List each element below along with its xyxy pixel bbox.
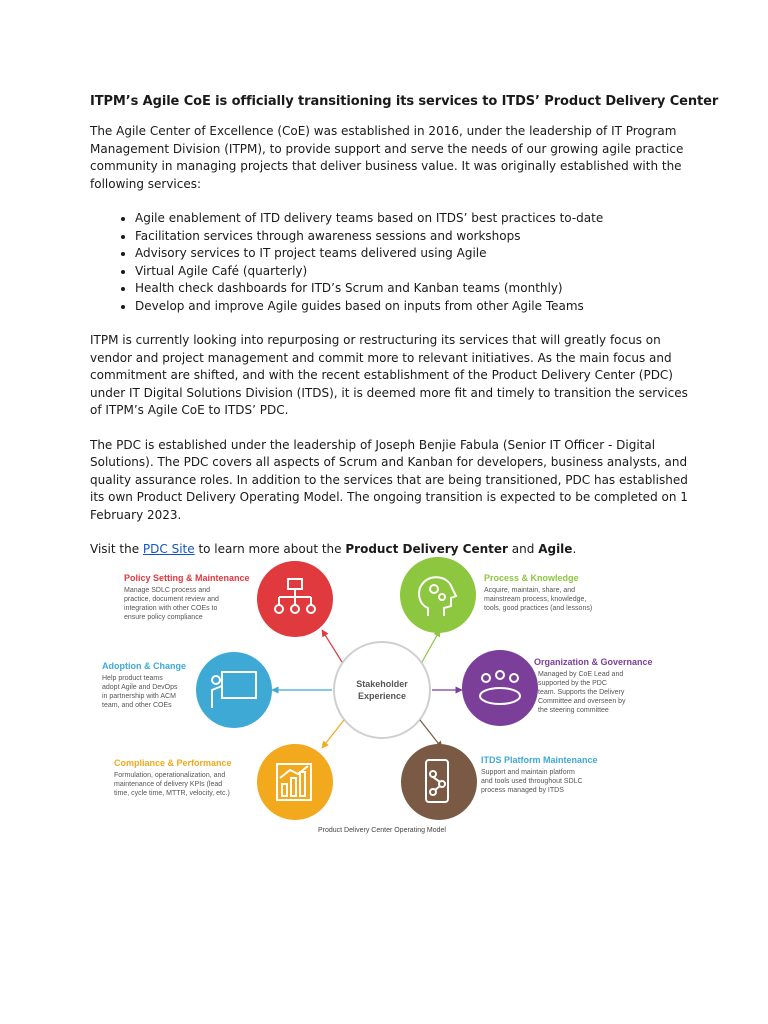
process-title: Process & Knowledge (484, 573, 579, 583)
arrow-process (422, 630, 440, 662)
intro-paragraph: The Agile Center of Excellence (CoE) was established in 2016, under the leadership of IT Program Management Division (ITPM), to provide support and serve the needs of our growing agile practice community in managing projects that deliver business value. It was originally established with the following services: (90, 124, 684, 191)
adoption-title: Adoption & Change (102, 661, 186, 671)
organization-desc-4: Committee and overseen by (538, 698, 626, 705)
transition-paragraph: ITPM is currently looking into repurposing or restructuring its services that will greatly focus on vendor and project management and commit more to relevant initiatives. As the main focus and commitment are shifted, and with the recent establishment of the Product Delivery Center (PDC) under IT Digital Solutions Division (ITDS), it is deemed more fit and timely to transition the services of ITPM’s Agile CoE to ITDS’ PDC. (90, 333, 688, 417)
services-list (90, 210, 690, 315)
process-desc-3: tools, good practices (and lessons) (484, 605, 593, 612)
visit-bold-agile: Agile (538, 542, 573, 556)
policy-desc-1: Manage SDLC process and (124, 587, 210, 594)
adoption-node-circle (196, 652, 272, 728)
center-label-line2: Experience (357, 691, 407, 701)
organization-desc-5: the steering committee (538, 707, 609, 714)
visit-suffix: . (572, 542, 577, 556)
compliance-desc-1: Formulation, operationalization, and (114, 772, 226, 779)
policy-desc-3: integration with other COEs to (124, 605, 218, 612)
arrow-compliance (322, 720, 344, 748)
arrow-platform (420, 720, 442, 748)
process-desc-1: Acquire, maintain, share, and (484, 587, 576, 594)
article-title: ITPM’s Agile CoE is officially transitioning its services to ITDS’ Product Delivery Center (90, 94, 719, 109)
process-desc-2: mainstream process, knowledge, (484, 596, 587, 603)
compliance-title: Compliance & Performance (114, 758, 232, 768)
organization-title: Organization & Governance (534, 657, 653, 667)
visit-bold-pdc: Product Delivery Center (345, 542, 508, 556)
organization-desc-3: team. Supports the Delivery (538, 689, 625, 696)
visit-prefix: Visit the (90, 542, 143, 556)
organization-desc-2: supported by the PDC (538, 680, 607, 687)
adoption-desc-3: in partnership with ACM (102, 693, 176, 700)
compliance-desc-2: maintenance of delivery KPIs (lead (114, 781, 223, 788)
arrow-policy (322, 630, 342, 662)
adoption-desc-4: team, and other COEs (102, 702, 172, 709)
operating-model-diagram (92, 552, 672, 842)
center-circle (334, 642, 430, 738)
organization-desc-1: Managed by CoE Lead and (538, 671, 624, 678)
pdc-site-link[interactable]: PDC Site (142, 542, 195, 556)
compliance-desc-3: time, cycle time, MTTR, velocity, etc.) (114, 790, 230, 797)
adoption-desc-1: Help product teams (102, 675, 163, 682)
list-item: • Health check dashboards for ITD’s Scrum and Kanban teams (monthly) (135, 280, 690, 298)
list-item: • Virtual Agile Café (quarterly) (135, 263, 690, 281)
list-item: • Agile enablement of ITD delivery teams based on ITDS’ best practices to-date (135, 210, 690, 228)
policy-desc-2: practice, document review and (124, 596, 219, 603)
center-label-line1: Stakeholder (356, 679, 408, 689)
list-item: • Facilitation services through awareness sessions and workshops (135, 228, 690, 246)
policy-title: Policy Setting & Maintenance (124, 573, 250, 583)
diagram-svg (92, 552, 672, 842)
adoption-desc-2: adopt Agile and DevOps (102, 684, 178, 691)
platform-desc-1: Support and maintain platform (481, 769, 575, 776)
article (90, 94, 719, 576)
process-node-circle (400, 557, 476, 633)
visit-and: and (507, 542, 539, 556)
platform-title: ITDS Platform Maintenance (481, 755, 598, 765)
policy-desc-4: ensure policy compliance (124, 614, 203, 621)
platform-desc-2: and tools used throughout SDLC (481, 778, 583, 785)
list-item: • Develop and improve Agile guides based on inputs from other Agile Teams (135, 298, 690, 316)
platform-desc-3: process managed by ITDS (481, 787, 564, 794)
list-item: • Advisory services to IT project teams delivered using Agile (135, 245, 690, 263)
pdc-paragraph: The PDC is established under the leadership of Joseph Benjie Fabula (Senior IT Officer - Digital Solutions). The PDC covers all aspects of Scrum and Kanban for developers, business analysts, and quality assurance roles. In addition to the services that are being transitioned, PDC has established its own Product Delivery Operating Model. The ongoing transition is expected to be completed on 1 February 2023. (90, 437, 688, 522)
visit-middle: to learn more about the (194, 542, 346, 556)
diagram-caption: Product Delivery Center Operating Model (317, 827, 447, 834)
